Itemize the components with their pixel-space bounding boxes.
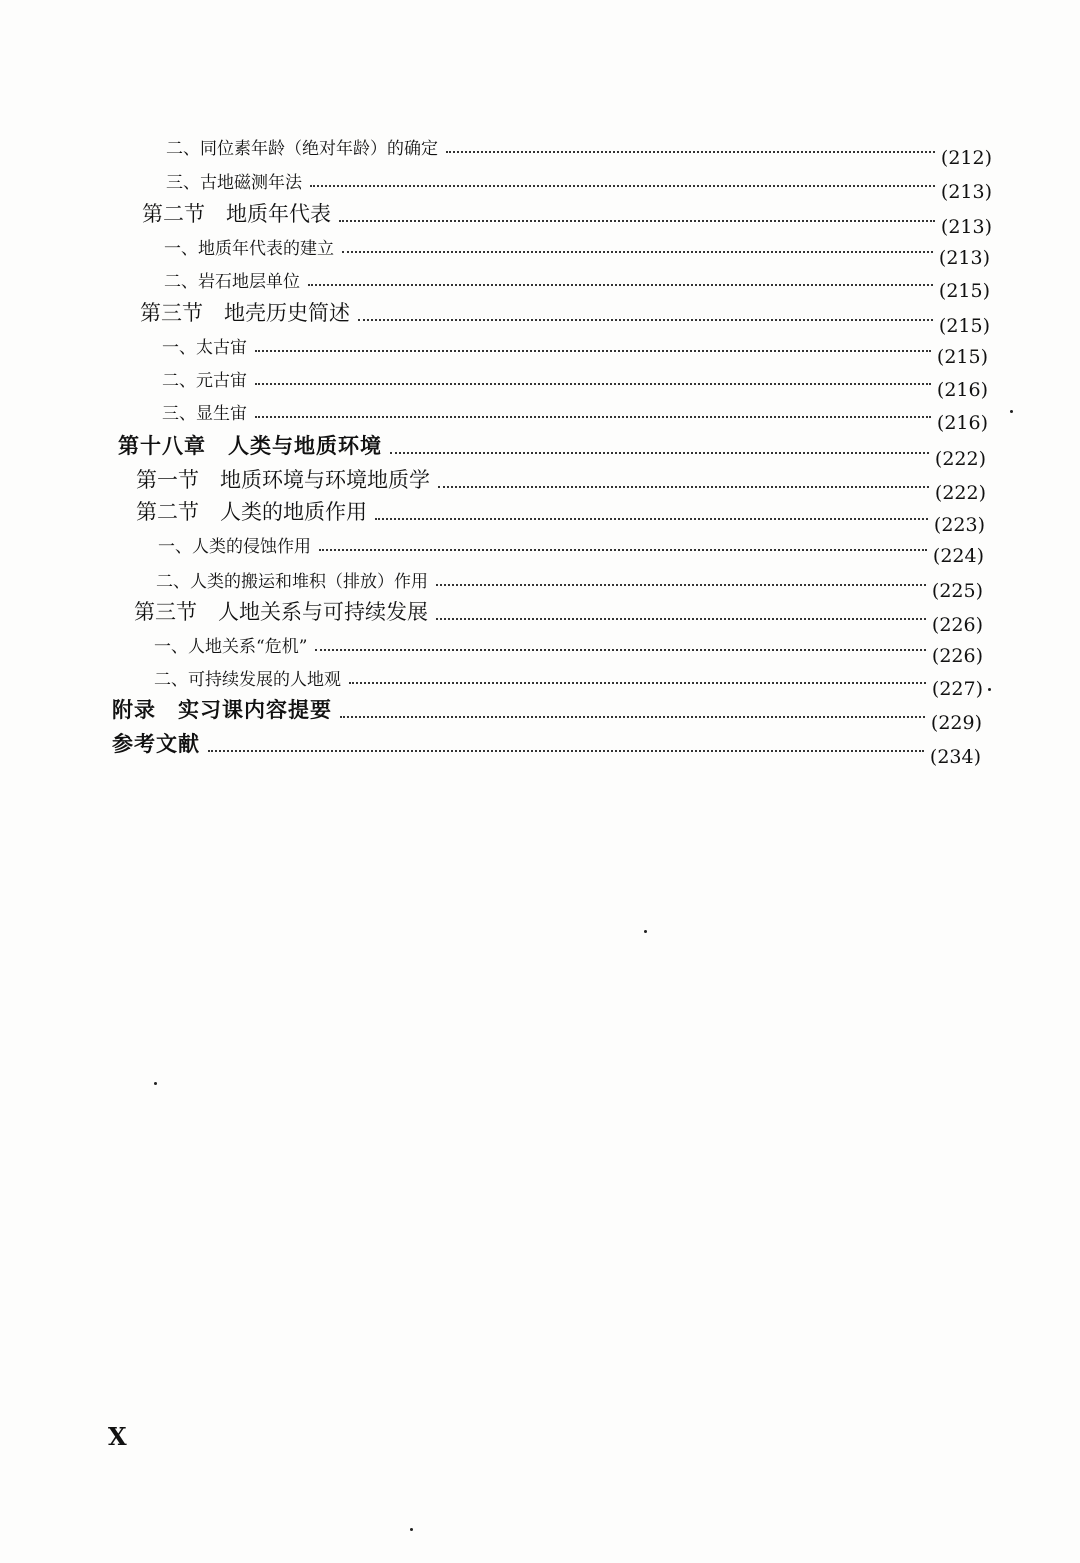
toc-entry-page: (216) (936, 379, 988, 401)
toc-entry-page: (223) (933, 514, 985, 536)
toc-entry-page: (234) (929, 746, 981, 768)
toc-entry (158, 532, 984, 567)
toc-entry (136, 464, 986, 504)
toc-entry-page: (225) (931, 580, 983, 602)
toc-entry (142, 198, 992, 238)
toc-entry-page: (222) (934, 448, 986, 470)
toc-entry-title: 参考文献 (112, 731, 200, 756)
toc-entry (118, 430, 986, 470)
toc-entry (162, 366, 988, 401)
toc-entry-page: (226) (931, 614, 983, 636)
scan-speck (1010, 410, 1013, 413)
toc-entry-title: 附录 实习课内容提要 (112, 697, 332, 722)
dot-leader (339, 219, 935, 222)
dot-leader (308, 283, 933, 286)
scan-speck (410, 1528, 413, 1531)
dot-leader (446, 150, 935, 153)
toc-entry (164, 234, 990, 269)
toc-entry-title: 一、人类的侵蚀作用 (158, 537, 311, 557)
dot-leader (358, 318, 933, 321)
toc-entry-page: (213) (940, 181, 992, 203)
toc-entry-title: 二、同位素年龄（绝对年龄）的确定 (166, 139, 438, 159)
toc-entry-page: (224) (932, 545, 984, 567)
toc-entry (154, 665, 983, 700)
page-number: X (108, 1422, 127, 1451)
toc-entry (162, 399, 988, 434)
toc-entry (154, 632, 983, 667)
toc-entry (112, 728, 981, 768)
toc-entry (164, 267, 990, 302)
scan-speck (644, 930, 647, 933)
toc-entry-title: 一、人地关系“危机” (154, 637, 308, 657)
toc-entry (140, 297, 990, 337)
toc-entry-title: 一、太古宙 (162, 338, 247, 358)
toc-entry-title: 二、人类的搬运和堆积（排放）作用 (156, 572, 428, 592)
toc-entry-page: (229) (930, 712, 982, 734)
toc-entry (136, 496, 985, 536)
dot-leader (438, 485, 929, 488)
toc-entry-page: (216) (936, 412, 988, 434)
dot-leader (436, 617, 926, 620)
dot-leader (255, 415, 931, 418)
dot-leader (349, 681, 926, 684)
scan-speck (154, 1082, 157, 1085)
toc-entry (166, 168, 992, 203)
toc-entry-page: (215) (938, 280, 990, 302)
dot-leader (310, 184, 935, 187)
toc-entry-page: (222) (934, 482, 986, 504)
toc-entry-title: 一、地质年代表的建立 (164, 239, 334, 259)
toc-entry-page: (227) (931, 678, 983, 700)
toc-entry (134, 596, 983, 636)
toc-entry-page: (212) (940, 147, 992, 169)
scan-speck (988, 688, 991, 691)
dot-leader (390, 451, 929, 454)
toc-entry-title: 第一节 地质环境与环境地质学 (136, 468, 430, 492)
toc-entry-page: (215) (936, 346, 988, 368)
toc-entry (156, 567, 983, 602)
dot-leader (255, 349, 931, 352)
toc-entry-title: 二、岩石地层单位 (164, 272, 300, 292)
toc-entry-title: 第三节 人地关系与可持续发展 (134, 600, 428, 624)
toc-entry-page: (213) (940, 216, 992, 238)
dot-leader (208, 749, 924, 752)
dot-leader (342, 250, 933, 253)
dot-leader (315, 648, 926, 651)
toc-entry-title: 第二节 人类的地质作用 (136, 500, 367, 524)
toc-entry (166, 134, 992, 169)
dot-leader (340, 715, 925, 718)
toc-entry-page: (215) (938, 315, 990, 337)
toc-entry (112, 694, 982, 734)
toc-entry-title: 第二节 地质年代表 (142, 202, 331, 226)
toc-entry-page: (213) (938, 247, 990, 269)
toc-entry-title: 第三节 地壳历史简述 (140, 301, 350, 325)
dot-leader (255, 382, 931, 385)
dot-leader (436, 583, 926, 586)
toc-entry-title: 二、元古宙 (162, 371, 247, 391)
toc-entry (162, 333, 988, 368)
toc-entry-title: 三、古地磁测年法 (166, 173, 302, 193)
toc-entry-page: (226) (931, 645, 983, 667)
toc-entry-title: 二、可持续发展的人地观 (154, 670, 341, 690)
dot-leader (319, 548, 927, 551)
toc-entry-title: 第十八章 人类与地质环境 (118, 433, 382, 458)
toc-entry-title: 三、显生宙 (162, 404, 247, 424)
dot-leader (375, 517, 928, 520)
